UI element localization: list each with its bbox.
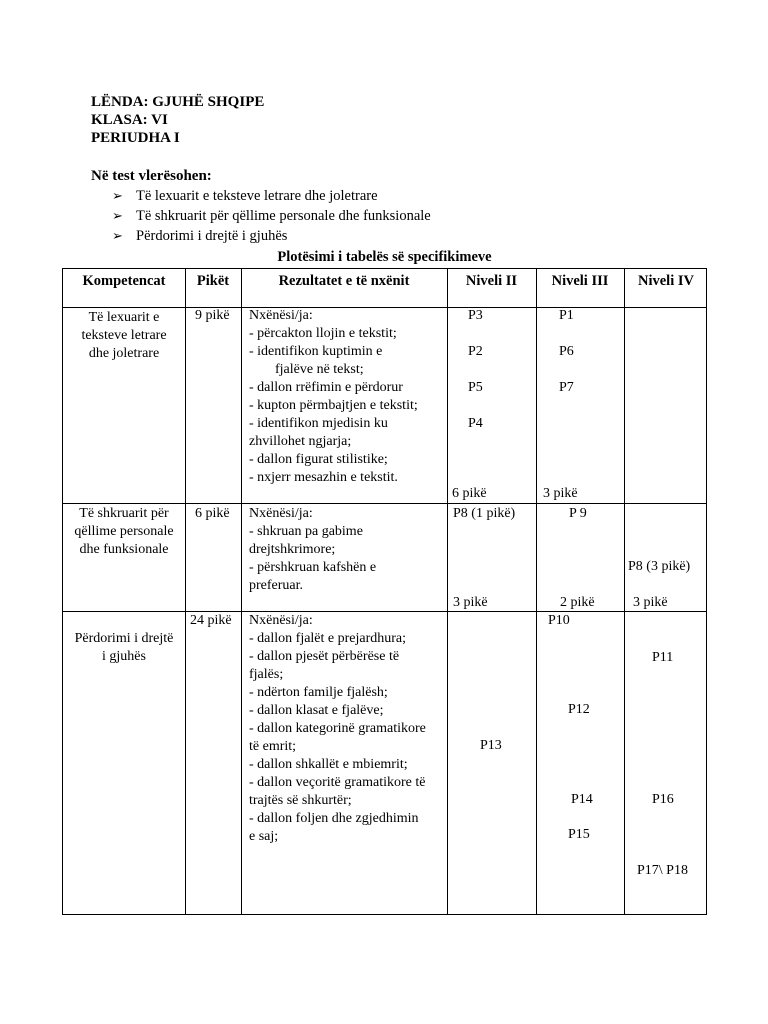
competence-language-use (63, 630, 185, 666)
outcome-line: - dallon veçoritë gramatikore të (249, 775, 426, 790)
outcome-line: - dallon shkallët e mbiemrit; (249, 757, 408, 772)
question-ref: P6 (559, 344, 574, 359)
question-ref: P4 (468, 416, 483, 431)
outcome-line: - identifikon mjedisin ku (249, 416, 388, 431)
question-ref: P10 (548, 613, 570, 628)
competence-line: Të shkruarit për (79, 506, 169, 521)
question-ref: P15 (568, 827, 590, 842)
question-ref: P12 (568, 702, 590, 717)
outcome-line: - dallon kategorinë gramatikore (249, 721, 426, 736)
question-ref: P2 (468, 344, 483, 359)
question-ref: P16 (652, 792, 674, 807)
competence-reading (63, 309, 185, 363)
question-ref: P5 (468, 380, 483, 395)
outcome-line: - ndërton familje fjalësh; (249, 685, 388, 700)
outcome-line: Nxënësi/ja: (249, 506, 313, 521)
list-item-text: Përdorimi i drejtë i gjuhës (136, 228, 288, 244)
outcome-line: - shkruan pa gabime (249, 524, 363, 539)
competence-line: dhe funksionale (79, 542, 169, 557)
competence-line: teksteve letrare (81, 328, 167, 343)
level-total: 3 pikë (633, 595, 668, 610)
outcome-line: - përshkruan kafshën e (249, 560, 377, 575)
question-ref: P11 (652, 650, 674, 665)
question-ref: P3 (468, 308, 483, 323)
outcomes-language-use (249, 612, 426, 846)
outcomes-reading (249, 307, 418, 487)
outcome-line: e saj; (249, 829, 279, 844)
level-total: 2 pikë (560, 595, 595, 610)
competence-writing (63, 505, 185, 559)
outcome-line: - identifikon kuptimin e (249, 344, 383, 359)
level-total: 3 pikë (453, 595, 488, 610)
outcome-line: - dallon klasat e fjalëve; (249, 703, 384, 718)
header-learning-outcomes: Rezultatet e të nxënit (278, 273, 410, 289)
outcome-line: - dallon rrëfimin e përdorur (249, 380, 403, 395)
outcome-line: fjalëve në tekst; (275, 362, 364, 377)
column-divider (447, 269, 448, 914)
list-item (112, 186, 431, 206)
points-language-use: 24 pikë (190, 613, 232, 628)
arrow-bullet-icon: ➢ (112, 228, 123, 243)
competence-line: Përdorimi i drejtë (74, 631, 174, 646)
assessment-heading: Në test vlerësohen: (91, 168, 212, 184)
points-reading: 9 pikë (195, 308, 230, 323)
outcome-line: zhvillohet ngjarja; (249, 434, 352, 449)
outcome-line: drejtshkrimore; (249, 542, 336, 557)
subject-heading: LËNDA: GJUHË SHQIPE (91, 94, 265, 110)
points-writing: 6 pikë (195, 506, 230, 521)
outcome-line: - dallon fjalët e prejardhura; (249, 631, 407, 646)
question-ref: P 9 (569, 506, 587, 521)
specification-table (62, 268, 707, 915)
column-divider (185, 269, 186, 914)
list-item (112, 226, 431, 246)
question-ref: P13 (480, 738, 502, 753)
column-divider (241, 269, 242, 914)
header-competences: Kompetencat (82, 273, 166, 289)
outcome-line: fjalës; (249, 667, 284, 682)
question-ref: P8 (1 pikë) (453, 506, 516, 521)
period-heading: PERIUDHA I (91, 130, 180, 146)
list-item-text: Të shkruarit për qëllime personale dhe funksionale (136, 208, 431, 224)
column-divider (624, 269, 625, 914)
header-level-4: Niveli IV (638, 273, 694, 289)
outcomes-writing (249, 505, 376, 595)
outcome-line: - kupton përmbajtjen e tekstit; (249, 398, 418, 413)
arrow-bullet-icon: ➢ (112, 188, 123, 203)
list-item (112, 206, 431, 226)
outcome-line: - dallon foljen dhe zgjedhimin (249, 811, 419, 826)
outcome-line: preferuar. (249, 578, 304, 593)
header-level-3: Niveli III (551, 273, 609, 289)
outcome-line: të emrit; (249, 739, 297, 754)
table-title: Plotësimi i tabelës së specifikimeve (277, 249, 492, 265)
header-points: Pikët (196, 273, 230, 289)
question-ref: P1 (559, 308, 574, 323)
competence-line: i gjuhës (102, 649, 146, 664)
list-item-text: Të lexuarit e teksteve letrare dhe joletrare (136, 188, 378, 204)
outcome-line: - nxjerr mesazhin e tekstit. (249, 470, 398, 485)
outcome-line: Nxënësi/ja: (249, 308, 313, 323)
outcome-line: Nxënësi/ja: (249, 613, 313, 628)
outcome-line: trajtës së shkurtër; (249, 793, 352, 808)
arrow-bullet-icon: ➢ (112, 208, 123, 223)
level-total: 6 pikë (452, 486, 487, 501)
question-ref: P7 (559, 380, 574, 395)
class-heading: KLASA: VI (91, 112, 168, 128)
competence-line: qëllime personale (74, 524, 174, 539)
assessment-list (112, 186, 431, 246)
question-ref: P8 (3 pikë) (628, 559, 691, 574)
outcome-line: - dallon figurat stilistike; (249, 452, 388, 467)
outcome-line: - përcakton llojin e tekstit; (249, 326, 397, 341)
column-divider (536, 269, 537, 914)
header-level-2: Niveli II (465, 273, 518, 289)
outcome-line: - dallon pjesët përbërëse të (249, 649, 400, 664)
level-total: 3 pikë (543, 486, 578, 501)
competence-line: Të lexuarit e (88, 310, 160, 325)
question-ref: P14 (571, 792, 593, 807)
question-ref: P17\ P18 (637, 863, 688, 878)
row-divider (63, 503, 706, 504)
competence-line: dhe joletrare (88, 346, 160, 361)
